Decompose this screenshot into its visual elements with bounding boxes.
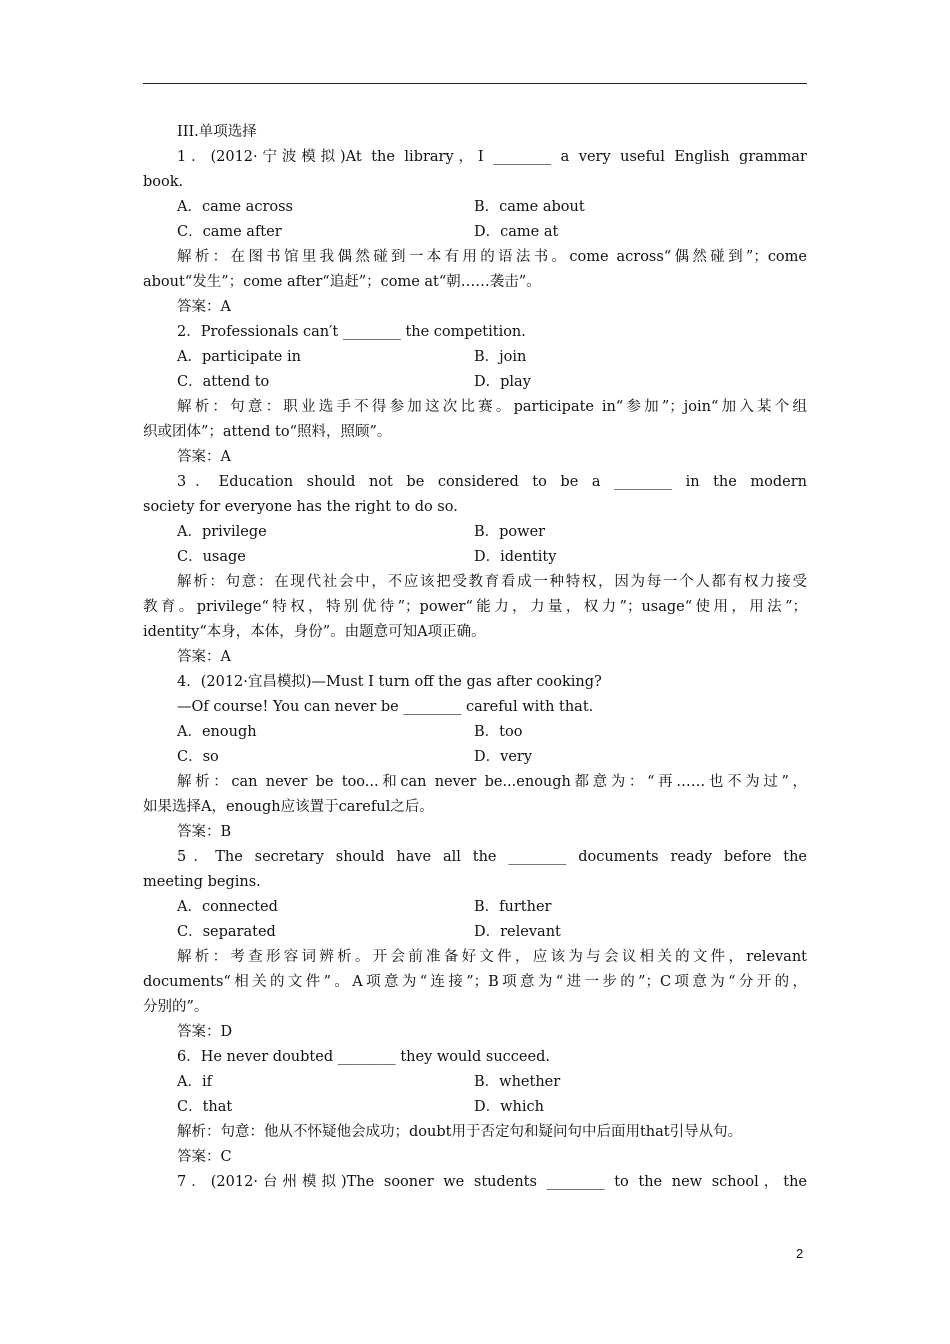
question-1-answer: 答案：A bbox=[177, 299, 231, 315]
question-2-stem: 2．Professionals can′t ________ the competition. bbox=[177, 324, 526, 340]
question-7-stem: 7．(2012·台州模拟)The sooner we students ________ to the new school，the bbox=[177, 1174, 807, 1190]
page-number: 2 bbox=[796, 1246, 804, 1261]
question-4-explanation: 解析：can never be too...和can never be...enough都意为：“再……也不为过”， bbox=[177, 774, 807, 790]
option-b: B．too bbox=[474, 724, 523, 740]
question-5-stem: 5．The secretary should have all the ________ documents ready before the bbox=[177, 849, 807, 865]
question-3-answer: 答案：A bbox=[177, 649, 231, 665]
option-c: C．usage bbox=[177, 549, 246, 565]
option-c: C．separated bbox=[177, 924, 276, 940]
header-rule bbox=[143, 83, 807, 84]
option-c: C．attend to bbox=[177, 374, 270, 390]
question-5-explanation-cont2: 分别的”。 bbox=[143, 999, 209, 1015]
question-1-stem: 1．(2012·宁波模拟)At the library，I ________ a very useful English grammar bbox=[177, 149, 807, 165]
question-4-explanation-cont: 如果选择A，enough应该置于careful之后。 bbox=[143, 799, 434, 815]
question-4-stem-cont: —Of course! You can never be ________ careful with that. bbox=[177, 699, 594, 715]
question-5-answer: 答案：D bbox=[177, 1024, 233, 1040]
option-c: C．that bbox=[177, 1099, 233, 1115]
option-b: B．came about bbox=[474, 199, 585, 215]
question-3-stem-cont: society for everyone has the right to do so. bbox=[143, 499, 458, 515]
question-1-options-row2 bbox=[143, 220, 807, 245]
question-5-options-row1 bbox=[143, 895, 807, 920]
question-3-options-row1 bbox=[143, 520, 807, 545]
question-3-explanation: 解析：句意：在现代社会中，不应该把受教育看成一种特权，因为每一个人都有权力接受 bbox=[177, 574, 807, 590]
option-a: A．privilege bbox=[177, 524, 267, 540]
option-d: D．play bbox=[474, 374, 531, 390]
option-b: B．further bbox=[474, 899, 552, 915]
question-4-answer: 答案：B bbox=[177, 824, 232, 840]
question-2-options-row1 bbox=[143, 345, 807, 370]
option-d: D．identity bbox=[474, 549, 557, 565]
question-4-stem: 4．(2012·宜昌模拟)—Must I turn off the gas after cooking? bbox=[177, 674, 602, 690]
question-3-explanation-cont2: identity“本身，本体，身份”。由题意可知A项正确。 bbox=[143, 624, 486, 640]
option-b: B．join bbox=[474, 349, 527, 365]
option-a: A．connected bbox=[177, 899, 278, 915]
question-4-options-row1 bbox=[143, 720, 807, 745]
question-6-options-row2 bbox=[143, 1095, 807, 1120]
question-1-stem-cont: book. bbox=[143, 174, 184, 190]
option-d: D．which bbox=[474, 1099, 544, 1115]
option-d: D．came at bbox=[474, 224, 559, 240]
option-d: D．very bbox=[474, 749, 533, 765]
question-3-stem: 3．Education should not be considered to be a ________ in the modern bbox=[177, 474, 807, 490]
question-5-options-row2 bbox=[143, 920, 807, 945]
question-4-options-row2 bbox=[143, 745, 807, 770]
option-a: A．came across bbox=[177, 199, 293, 215]
option-a: A．if bbox=[177, 1074, 212, 1090]
option-b: B．power bbox=[474, 524, 546, 540]
document-body bbox=[143, 120, 807, 1195]
question-6-explanation: 解析：句意：他从不怀疑他会成功；doubt用于否定句和疑问句中后面用that引导从句。 bbox=[177, 1124, 743, 1140]
question-6-options-row1 bbox=[143, 1070, 807, 1095]
question-1-explanation: 解析：在图书馆里我偶然碰到一本有用的语法书。come across“偶然碰到”；come bbox=[177, 249, 807, 265]
option-c: C．so bbox=[177, 749, 219, 765]
question-5-explanation-cont: documents“相关的文件”。A项意为“连接”；B项意为“进一步的”；C项意为“分开的， bbox=[143, 974, 807, 990]
question-5-explanation: 解析：考查形容词辨析。开会前准备好文件，应该为与会议相关的文件，relevant bbox=[177, 949, 807, 965]
section-title: III.单项选择 bbox=[177, 124, 257, 140]
question-2-explanation: 解析：句意：职业选手不得参加这次比赛。participate in“参加”；join“加入某个组 bbox=[177, 399, 807, 415]
question-2-answer: 答案：A bbox=[177, 449, 231, 465]
question-2-options-row2 bbox=[143, 370, 807, 395]
option-d: D．relevant bbox=[474, 924, 561, 940]
question-6-stem: 6．He never doubted ________ they would succeed. bbox=[177, 1049, 550, 1065]
option-b: B．whether bbox=[474, 1074, 561, 1090]
question-3-explanation-cont: 教育。privilege“特权，特别优待”；power“能力，力量，权力”；usage“使用，用法”； bbox=[143, 599, 807, 615]
option-a: A．enough bbox=[177, 724, 257, 740]
question-6-answer: 答案：C bbox=[177, 1149, 232, 1165]
question-5-stem-cont: meeting begins. bbox=[143, 874, 261, 890]
question-1-options-row1 bbox=[143, 195, 807, 220]
question-1-explanation-cont: about“发生”；come after“追赶”；come at“朝……袭击”。 bbox=[143, 274, 541, 290]
option-a: A．participate in bbox=[177, 349, 301, 365]
question-3-options-row2 bbox=[143, 545, 807, 570]
question-2-explanation-cont: 织或团体”；attend to“照料，照顾”。 bbox=[143, 424, 392, 440]
option-c: C．came after bbox=[177, 224, 282, 240]
